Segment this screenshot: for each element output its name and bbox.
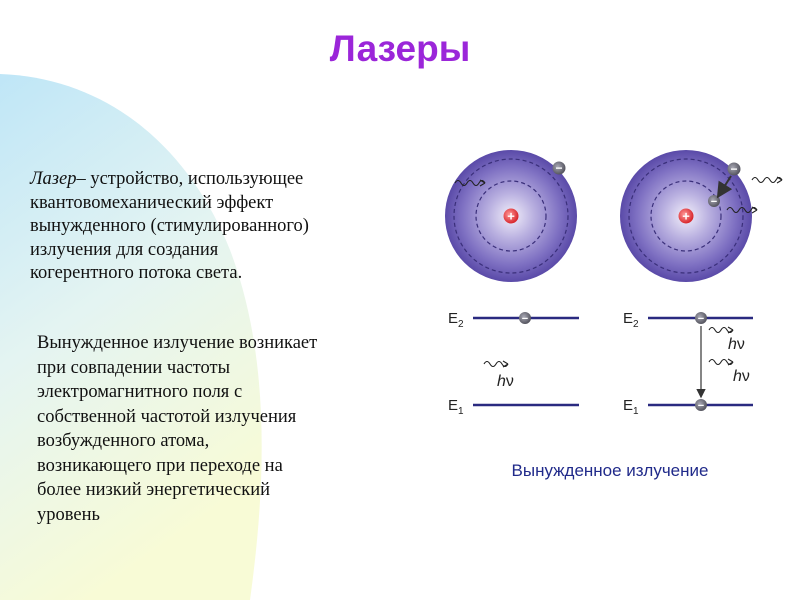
electron-symbol: − [521, 313, 529, 325]
definition-line: излучения для создания [30, 239, 219, 260]
stimulated-emission-diagram [440, 140, 800, 440]
atom-left [445, 150, 577, 282]
energy-levels-left [448, 310, 579, 417]
explanation-line: возникающего при переходе на [37, 455, 283, 476]
definition-text: – устройство, использующее [76, 169, 304, 189]
electron-symbol: − [697, 313, 705, 325]
photon-energy-label: hν [497, 373, 514, 390]
arrow-icon [777, 177, 782, 183]
definition-term: Лазер [30, 169, 77, 189]
explanation-line: Вынужденное излучение возникает [37, 333, 318, 353]
slide-title: Лазеры [329, 28, 471, 69]
explanation-line: уровень [37, 504, 100, 525]
nucleus-symbol: + [682, 208, 690, 224]
level-e1-label: $E_1$ [448, 397, 464, 417]
electron-symbol: − [697, 400, 705, 412]
definition-line: когерентного потока света. [30, 263, 243, 283]
level-e2-label: $E_2$ [623, 310, 639, 330]
definition-line: квантовомеханический эффект [30, 192, 274, 213]
arrow-icon [752, 207, 757, 213]
electron-symbol: − [555, 161, 563, 175]
arrow-icon [503, 361, 508, 367]
definition-line [30, 168, 390, 192]
definition-line: вынужденного (стимулированного) [30, 216, 309, 236]
diagram-caption: Вынужденное излучение [511, 461, 709, 480]
electron-symbol: − [730, 162, 738, 176]
photon-energy-label: hν [733, 368, 750, 385]
photon-energy-label: hν [728, 336, 745, 353]
photon-wave-icon [752, 178, 782, 183]
electron-symbol: − [710, 196, 718, 208]
definition-paragraph [30, 168, 390, 286]
explanation-line: более низкий энергетический [37, 480, 271, 500]
nucleus-symbol: + [507, 208, 515, 224]
energy-levels-right [623, 310, 753, 417]
explanation-line: электромагнитного поля с [37, 382, 243, 402]
explanation-paragraph [37, 331, 397, 527]
explanation-line: возбужденного атома, [37, 431, 210, 451]
arrow-icon [728, 327, 733, 333]
level-e2-label: $E_2$ [448, 310, 464, 330]
explanation-line: собственной частотой излучения [37, 406, 297, 427]
atom-right [620, 150, 782, 282]
explanation-line: при совпадении частоты [37, 357, 231, 378]
arrow-icon [728, 359, 733, 365]
level-e1-label: $E_1$ [623, 397, 639, 417]
